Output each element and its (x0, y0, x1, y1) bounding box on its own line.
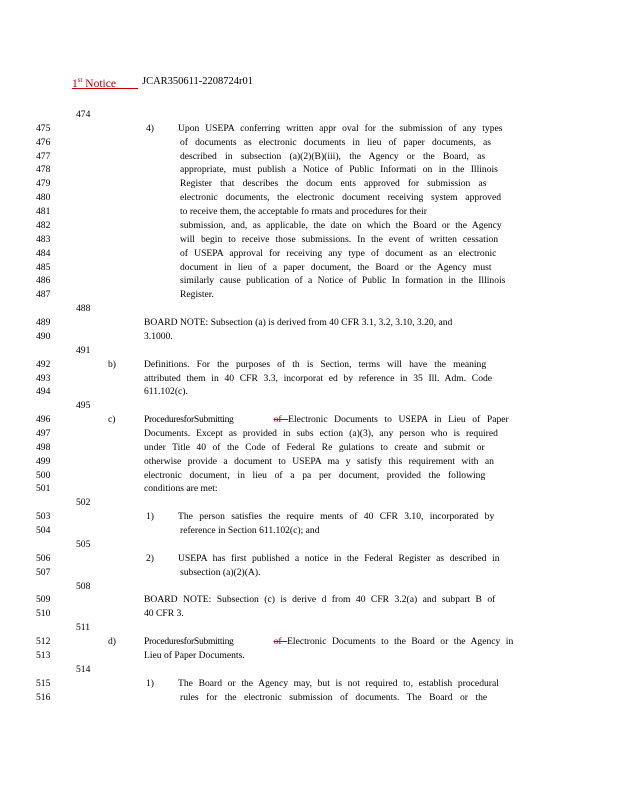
line-number: 494 (36, 386, 51, 398)
line-number: 481 (36, 206, 51, 218)
text-line: to receive them, the acceptable fo rmats and procedures for their (180, 206, 427, 218)
paragraph-label: b) (108, 358, 116, 370)
notice-marker (72, 76, 138, 90)
text-line: Definitions. For the purposes of th is Section, terms will have the meaning (144, 358, 487, 370)
text-line: will begin to receive those submissions. In the event of written cessation (180, 233, 499, 245)
text-line: 3.1000. (144, 330, 173, 342)
notice-suffix: st (77, 76, 83, 84)
text-line: BOARD NOTE: Subsection (a) is derived from 40 CFR 3.1, 3.2, 3.10, 3.20, and (144, 317, 453, 329)
line-number: 514 (76, 663, 91, 675)
line-number: 482 (36, 219, 51, 231)
text-line: otherwise provide a document to USEPA ma y satisfy this requirement with an (144, 455, 494, 467)
text-line: of USEPA approval for receiving any type of document as an electronic (180, 247, 497, 259)
text-line: reference in Section 611.102(c); and (180, 525, 320, 537)
text-line: appropriate, must publish a Notice of Public Informati on in the Illinois (180, 164, 498, 176)
line-number: 497 (36, 428, 51, 439)
line-number: 495 (76, 400, 91, 412)
text-line: 40 CFR 3. (144, 608, 184, 620)
line-number: 490 (36, 330, 51, 342)
line-number: 501 (36, 483, 51, 495)
paragraph-label: 2) (146, 552, 154, 564)
paragraph-label: 1) (146, 511, 154, 523)
paragraph-label: c) (108, 414, 116, 426)
notice-number: 1 (72, 78, 78, 90)
text-line: of documents as electronic documents in lieu of paper documents, as (180, 136, 492, 148)
line-number: 505 (76, 538, 91, 550)
line-number: 507 (36, 566, 51, 578)
text-line: ProceduresforSubmitting of Electronic Documents to USEPA in Lieu of Paper (144, 414, 509, 426)
text-line: electronic document, in lieu of a pa per document, provided the following (144, 469, 486, 481)
text-line: BOARD NOTE: Subsection (c) is derive d from 40 CFR 3.2(a) and subpart B of (144, 594, 496, 606)
line-number: 476 (36, 136, 51, 148)
line-number: 492 (36, 358, 51, 370)
text-line: Lieu of Paper Documents. (144, 649, 245, 661)
line-number: 496 (36, 414, 51, 426)
text-line: similarly cause publication of a Notice of Public In formation in the Illinois (180, 275, 506, 287)
line-number: 508 (76, 580, 91, 592)
text-line: ProceduresforSubmitting of Electronic Documents to the Board or the Agency in (144, 636, 514, 648)
text-line: conditions are met: (144, 483, 218, 495)
line-number: 516 (36, 691, 51, 703)
line-number: 474 (76, 109, 91, 120)
line-number: 513 (36, 649, 51, 661)
text-line: USEPA has first published a notice in the Federal Register as described in (178, 552, 500, 564)
line-number: 485 (36, 261, 51, 273)
line-number: 484 (36, 247, 51, 259)
line-number: 511 (76, 622, 91, 634)
text-line: rules for the electronic submission of documents. The Board or the (180, 691, 488, 703)
line-number: 487 (36, 289, 51, 301)
line-number: 509 (36, 594, 51, 606)
text-line: under Title 40 of the Code of Federal Re gulations to create and submit or (144, 441, 485, 453)
text-line: attributed them in 40 CFR 3.3, incorporat ed by reference in 35 Ill. Adm. Code (144, 372, 493, 384)
line-number: 480 (36, 192, 51, 204)
line-number: 510 (36, 608, 51, 620)
text-line: Upon USEPA conferring written appr oval for the submission of any types (178, 122, 503, 134)
text-line: The person satisfies the require ments of 40 CFR 3.10, incorporated by (178, 511, 495, 523)
notice-word: Notice (85, 78, 116, 90)
paragraph-label: 4) (146, 122, 154, 134)
text-line: 611.102(c). (144, 386, 188, 398)
line-number: 488 (76, 303, 91, 315)
line-number: 477 (36, 150, 51, 162)
text-line: The Board or the Agency may, but is not required to, establish procedural (178, 677, 499, 689)
text-line: electronic documents, the electronic document receiving system approved (180, 192, 502, 204)
line-number: 515 (36, 677, 51, 689)
line-number: 479 (36, 178, 51, 190)
text-line: described in subsection (a)(2)(B)(iii), the Agency or the Board, as (180, 150, 486, 162)
text-line: submission, and, as applicable, the date on which the Board or the Agency (180, 219, 502, 231)
line-number: 502 (76, 497, 91, 509)
line-number: 498 (36, 441, 51, 453)
line-number: 486 (36, 275, 51, 287)
line-number: 491 (76, 344, 91, 356)
line-number: 475 (36, 122, 51, 134)
line-number: 489 (36, 317, 51, 329)
text-line: document in lieu of a paper document, the Board or the Agency must (180, 261, 492, 273)
deleted-text: of (273, 414, 289, 426)
paragraph-label: d) (108, 636, 116, 648)
paragraph-label: 1) (146, 677, 154, 689)
text-line: Register. (180, 289, 214, 301)
line-number: 493 (36, 372, 51, 384)
line-number: 500 (36, 469, 51, 481)
line-number: 504 (36, 525, 51, 537)
deleted-text: of (273, 636, 288, 648)
document-id: JCAR350611-2208724r01 (142, 76, 254, 87)
line-number: 483 (36, 233, 51, 245)
line-number: 503 (36, 511, 51, 523)
line-number: 506 (36, 552, 51, 564)
text-line: subsection (a)(2)(A). (180, 566, 261, 578)
line-number: 478 (36, 164, 51, 176)
text-line: Register that describes the docum ents approved for submission as (180, 178, 487, 190)
line-number: 499 (36, 455, 51, 467)
text-line: Documents. Except as provided in subs ection (a)(3), any person who is required (144, 428, 498, 439)
line-number: 512 (36, 636, 51, 648)
